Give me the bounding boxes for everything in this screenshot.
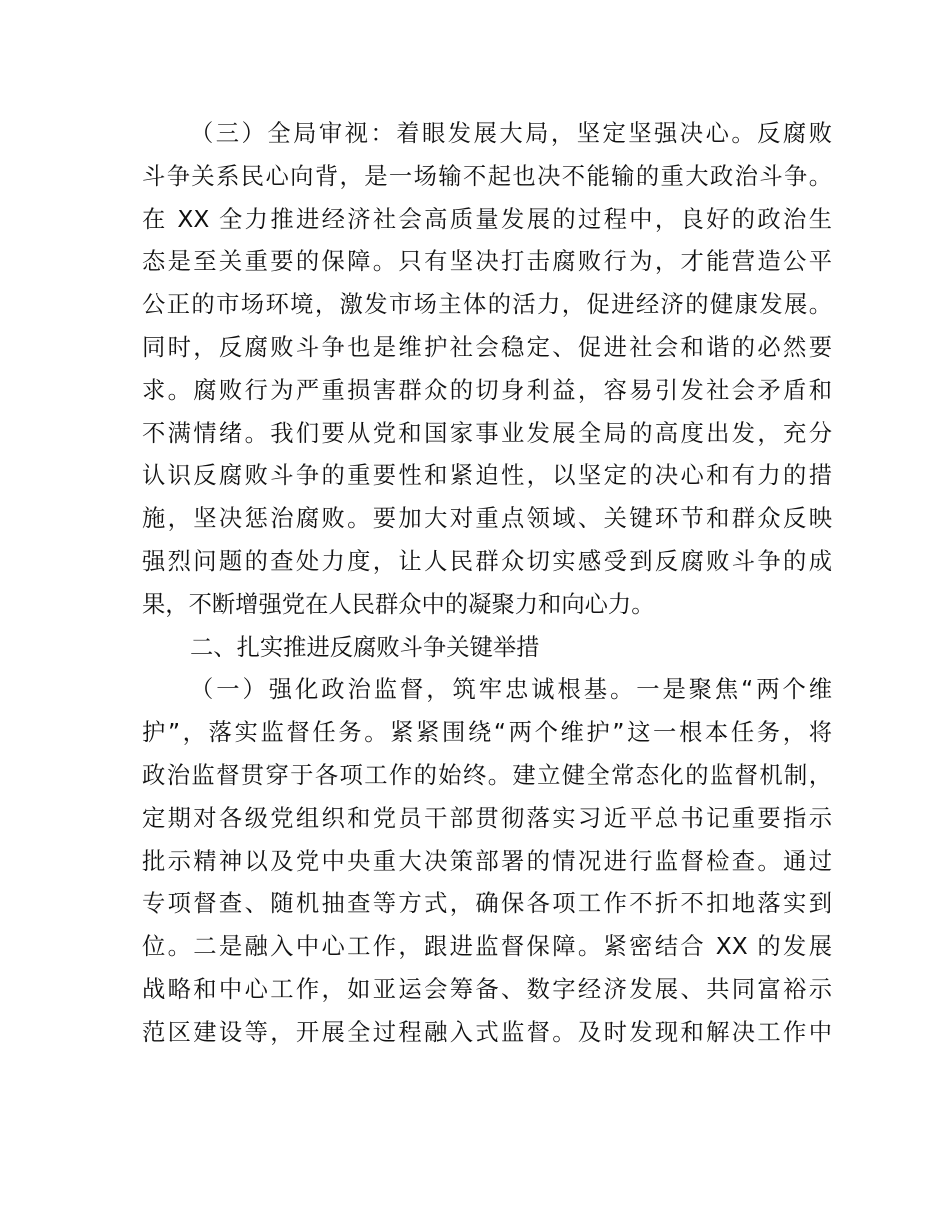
paragraph-three-line-3: 在 XX 全力推进经济社会高质量发展的过程中，良好的政治生 [142,205,832,233]
paragraph-one-line-1: （一）强化政治监督，筑牢忠诚根基。一是聚焦“两个维 [190,676,832,704]
paragraph-one-line-2: 护”，落实监督任务。紧紧围绕“两个维护”这一根本任务，将 [142,719,832,747]
paragraph-one-line-8: 战略和中心工作，如亚运会筹备、数字经济发展、共同富裕示 [142,975,832,1003]
section-heading: 二、扎实推进反腐败斗争关键举措 [190,633,540,661]
paragraph-one-line-4: 定期对各级党组织和党员干部贯彻落实习近平总书记重要指示 [142,804,832,832]
paragraph-three-line-6: 同时，反腐败斗争也是维护社会稳定、促进社会和谐的必然要 [142,333,832,361]
paragraph-three-line-4: 态是至关重要的保障。只有坚决打击腐败行为，才能营造公平 [142,248,832,276]
document-body [142,113,832,1055]
paragraph-three-line-5: 公正的市场环境，激发市场主体的活力，促进经济的健康发展。 [142,291,832,319]
paragraph-three-line-2: 斗争关系民心向背，是一场输不起也决不能输的重大政治斗争。 [142,162,832,190]
paragraph-three-line-1: （三）全局审视：着眼发展大局，坚定坚强决心。反腐败 [190,120,832,147]
paragraph-one-line-3: 政治监督贯穿于各项工作的始终。建立健全常态化的监督机制， [142,761,832,789]
paragraph-one-line-6: 专项督查、随机抽查等方式，确保各项工作不折不扣地落实到 [142,890,832,918]
paragraph-three-line-8: 不满情绪。我们要从党和国家事业发展全局的高度出发，充分 [142,419,832,447]
paragraph-three-line-11: 强烈问题的查处力度，让人民群众切实感受到反腐败斗争的成 [142,547,832,575]
paragraph-one-line-7: 位。二是融入中心工作，跟进监督保障。紧密结合 XX 的发展 [142,933,832,961]
paragraph-three-line-10: 施，坚决惩治腐败。要加大对重点领域、关键环节和群众反映 [142,505,832,533]
paragraph-three-line-12: 果，不断增强党在人民群众中的凝聚力和向心力。 [142,590,655,618]
paragraph-one-line-9: 范区建设等，开展全过程融入式监督。及时发现和解决工作中 [142,1018,832,1046]
paragraph-three-line-9: 认识反腐败斗争的重要性和紧迫性，以坚定的决心和有力的措 [142,462,832,490]
paragraph-one-line-5: 批示精神以及党中央重大决策部署的情况进行监督检查。通过 [142,847,832,875]
paragraph-three-line-7: 求。腐败行为严重损害群众的切身利益，容易引发社会矛盾和 [142,376,832,404]
